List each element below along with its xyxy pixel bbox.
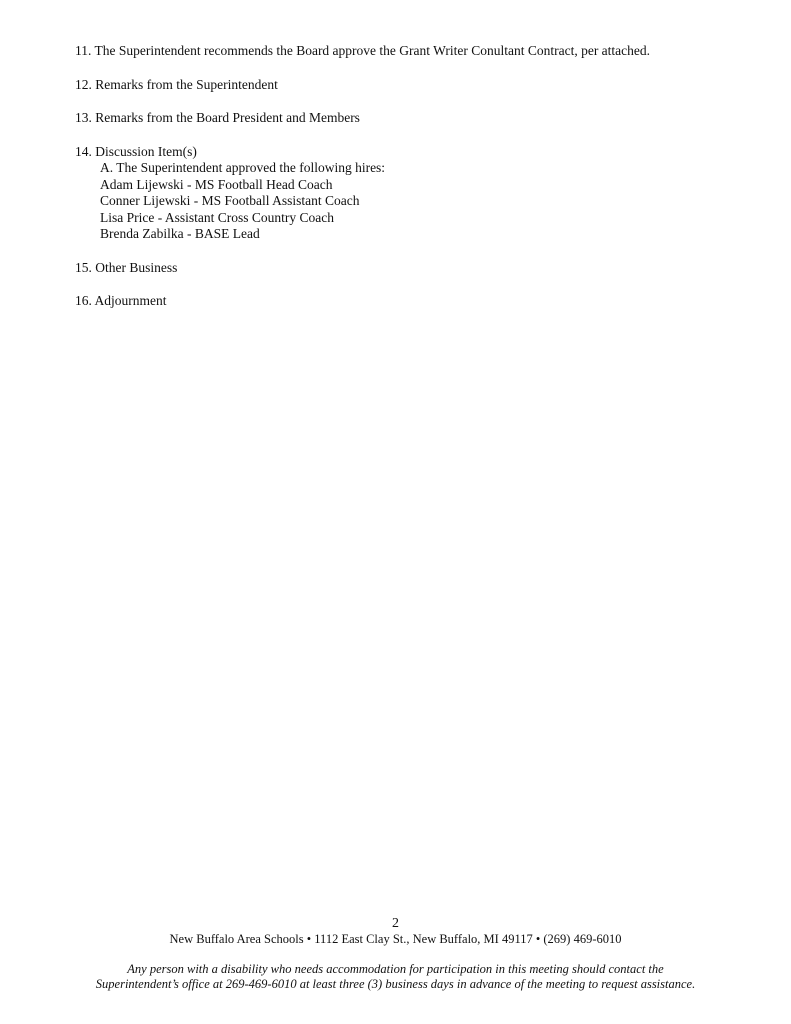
hire-entry: Brenda Zabilka - BASE Lead: [100, 226, 260, 241]
agenda-item-16: 16. Adjournment: [75, 293, 167, 308]
hire-entry: Conner Lijewski - MS Football Assistant Coach: [100, 193, 360, 208]
agenda-item-13: 13. Remarks from the Board President and Members: [75, 110, 360, 125]
page-number: 2: [392, 916, 399, 931]
hires-list: [100, 177, 765, 243]
agenda-item-12: 12. Remarks from the Superintendent: [75, 76, 278, 92]
agenda-list: [75, 43, 765, 310]
agenda-item-14: [75, 144, 765, 243]
accessibility-notice: [0, 962, 791, 992]
agenda-item-15: 15. Other Business: [75, 259, 178, 275]
discussion-subitems: [75, 160, 765, 243]
hire-entry: Lisa Price - Assistant Cross Country Coach: [100, 209, 334, 225]
agenda-item-14-title: 14. Discussion Item(s): [75, 143, 197, 159]
accessibility-notice-line-2: Superintendent’s office at 269-469-6010 at least three (3) business days in advance of the meeting to request assistance.: [95, 977, 696, 991]
accessibility-notice-line-1: Any person with a disability who needs accommodation for participation in this meeting should contact the: [127, 962, 664, 976]
hire-entry: Adam Lijewski - MS Football Head Coach: [100, 176, 333, 192]
footer-address: New Buffalo Area Schools • 1112 East Clay St., New Buffalo, MI 49117 • (269) 469-6010: [169, 932, 622, 946]
discussion-subitem-heading: A. The Superintendent approved the following hires:: [100, 160, 386, 175]
agenda-item-11: 11. The Superintendent recommends the Board approve the Grant Writer Conultant Contract, per attached.: [75, 43, 651, 58]
